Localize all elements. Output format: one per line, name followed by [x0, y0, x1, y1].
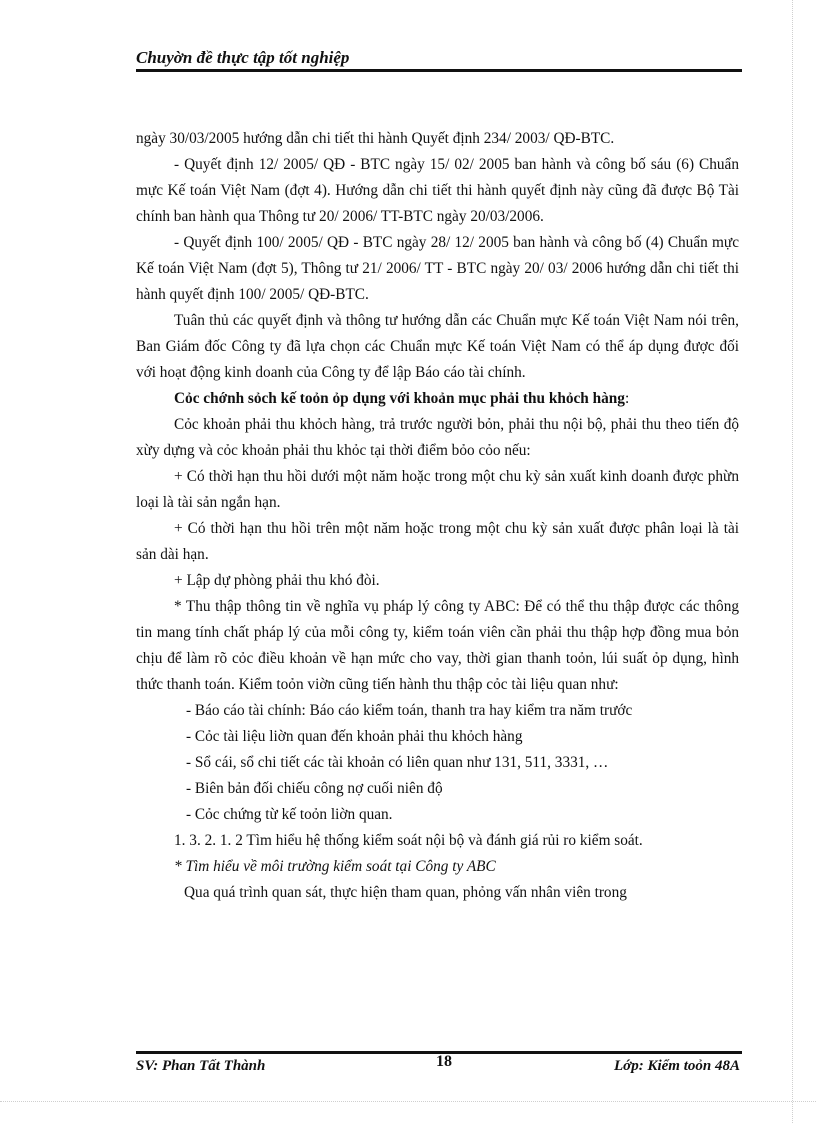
- footer-class: Lớp: Kiểm toỏn 48A: [614, 1058, 740, 1074]
- list-item: - Báo cáo tài chính: Báo cáo kiểm toán, thanh tra hay kiểm tra năm trước: [186, 702, 633, 719]
- header-divider: [136, 69, 742, 72]
- paragraph: Cỏc khoản phải thu khỏch hàng, trả trước người bỏn, phải thu nội bộ, phải thu theo tiến độ xừy dựng và cỏc khoản phải thu khỏc tại thời điểm bỏo cỏo nếu:: [136, 416, 739, 459]
- subsection-title: * Tìm hiểu về môi trường kiểm soát tại Công ty ABC: [174, 858, 496, 875]
- list-item: - Cỏc tài liệu liờn quan đến khoản phải thu khỏch hàng: [186, 728, 523, 745]
- page-number: 18: [436, 1053, 452, 1070]
- paragraph: + Có thời hạn thu hồi trên một năm hoặc trong một chu kỳ sản xuất được phân loại là tài sản dài hạn.: [136, 520, 739, 563]
- list-item: - Biên bản đối chiếu công nợ cuối niên độ: [186, 780, 443, 797]
- footer-student: SV: Phan Tất Thành: [136, 1058, 266, 1074]
- paragraph: + Lập dự phòng phải thu khó đòi.: [174, 572, 380, 589]
- list-item: - Cỏc chứng từ kế toỏn liờn quan.: [186, 806, 393, 823]
- paragraph: + Có thời hạn thu hồi dưới một năm hoặc trong một chu kỳ sản xuất kinh doanh được phừn loại là tài sản ngắn hạn.: [136, 468, 739, 511]
- paragraph: * Thu thập thông tin về nghĩa vụ pháp lý công ty ABC: Để có thể thu thập được các thông tin mang tính chất pháp lý của mỗi công ty, kiểm toán viên cần phải thu thập hợp đồng mua bỏn chịu để làm rõ cỏc điều khoản về hạn mức cho vay, thời gian thanh toỏn, lúi suất ỏp dụng, hình thức thanh toán. Kiểm toỏn viờn cũng tiến hành thu thập cỏc tài liệu quan như:: [136, 598, 739, 693]
- policy-heading-line: [136, 386, 739, 412]
- policy-heading-suffix: :: [624, 390, 630, 407]
- paragraph: Tuân thủ các quyết định và thông tư hướng dẫn các Chuẩn mực Kế toán Việt Nam nói trên, Ban Giám đốc Công ty đã lựa chọn các Chuẩn mực Kế toán Việt Nam có thể áp dụng được đối với hoạt động kinh doanh của Công ty để lập Báo cáo tài chính.: [136, 312, 739, 381]
- paragraph: ngày 30/03/2005 hướng dẫn chi tiết thi hành Quyết định 234/ 2003/ QĐ-BTC.: [136, 130, 615, 147]
- document-body: [136, 126, 739, 906]
- list-item: - Sổ cái, sổ chi tiết các tài khoản có liên quan như 131, 511, 3331, …: [186, 754, 609, 771]
- paragraph: - Quyết định 100/ 2005/ QĐ - BTC ngày 28/ 12/ 2005 ban hành và công bố (4) Chuẩn mực Kế toán Việt Nam (đợt 5), Thông tư 21/ 2006/ TT - BTC ngày 20/ 03/ 2006 hướng dẫn chi tiết thi hành quyết định 100/ 2005/ QĐ-BTC.: [136, 234, 739, 303]
- paragraph: Qua quá trình quan sát, thực hiện tham quan, phỏng vấn nhân viên trong: [184, 884, 627, 901]
- page-edge-guide: [792, 0, 793, 1123]
- paragraph: - Quyết định 12/ 2005/ QĐ - BTC ngày 15/ 02/ 2005 ban hành và công bố sáu (6) Chuẩn mực Kế toán Việt Nam (đợt 4). Hướng dẫn chi tiết thi hành quyết định này cũng đã được Bộ Tài chính ban hành qua Thông tư 20/ 2006/ TT-BTC ngày 20/03/2006.: [136, 156, 739, 225]
- page-header-title: Chuyờn đề thực tập tốt nghiệp: [136, 48, 350, 67]
- section-title: 1. 3. 2. 1. 2 Tìm hiểu hệ thống kiểm soát nội bộ và đánh giá rủi ro kiểm soát.: [174, 832, 643, 849]
- policy-heading: Cỏc chớnh sỏch kế toỏn ỏp dụng với khoản mục phải thu khỏch hàng: [174, 390, 625, 407]
- page-edge-guide: [0, 1101, 816, 1102]
